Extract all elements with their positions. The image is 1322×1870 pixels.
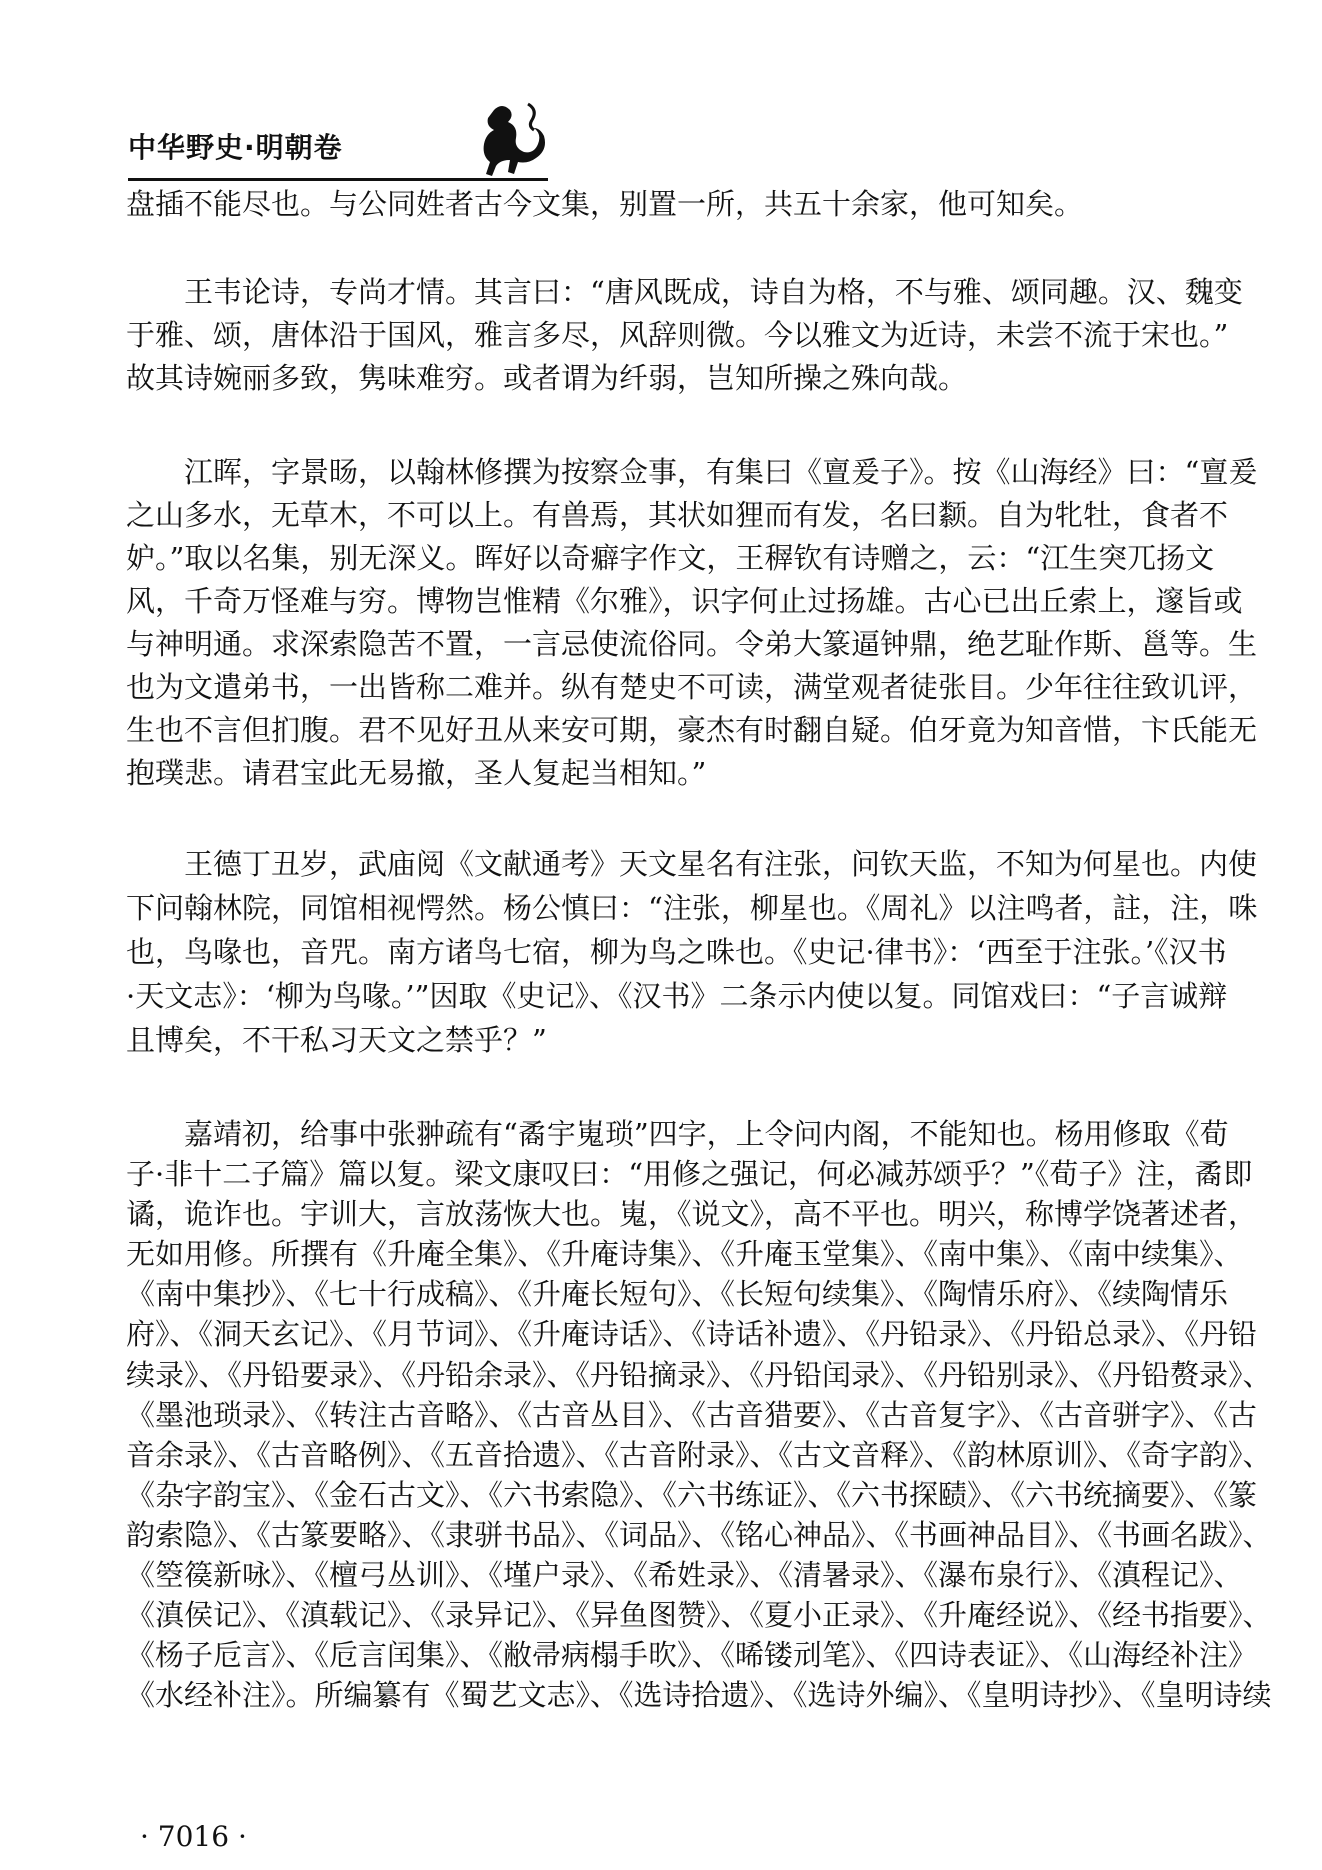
text-line: 《杂字韵宝》、《金石古文》、《六书索隐》、《六书练证》、《六书探赜》、《六书统摘要》、《篆 (126, 1477, 1258, 1512)
text-line: 江晖，字景旸，以翰林修撰为按察佥事，有集曰《亶爰子》。按《山海经》曰：“亶爰 (184, 454, 1258, 489)
text-line: 《墨池琐录》、《转注古音略》、《古音丛目》、《古音猎要》、《古音复字》、《古音骈字》、《古 (126, 1397, 1258, 1432)
text-line: 《杨子卮言》、《卮言闰集》、《敝帚病榻手欥》、《晞镂刓笔》、《四诗表证》、《山海经补注》 (126, 1638, 1258, 1673)
page-number: · 7016 · (140, 1820, 247, 1853)
text-line: 无如用修。所撰有《升庵全集》、《升庵诗集》、《升庵玉堂集》、《南中集》、《南中续集》、 (126, 1237, 1243, 1272)
text-line: 故其诗婉丽多致，隽味难穷。或者谓为纤弱，岂知所操之殊向哉。 (126, 360, 968, 395)
paragraph (126, 1114, 1272, 1715)
text-line: ·天文志》：‘柳为鸟喙。’”因取《史记》、《汉书》二条示内使以复。同馆戏曰：“子言诚辩 (126, 979, 1228, 1013)
header-rule (128, 178, 548, 181)
text-line: 音余录》、《古音略例》、《五音拾遗》、《古音附录》、《古文音释》、《韵林原训》、《奇字韵》、 (126, 1437, 1272, 1472)
text-line: 王韦论诗，专尚才情。其言曰：“唐风既成，诗自为格，不与雅、颂同趣。汉、魏变 (184, 274, 1243, 309)
text-line: 风，千奇万怪难与穷。博物岂惟精《尔雅》，识字何止过扬雄。古心已出丘索上，邃旨或 (126, 583, 1243, 618)
text-line: 生也不言但扪腹。君不见好丑从来安可期，豪杰有时翻自疑。伯牙竟为知音惜，卞氏能无 (126, 712, 1258, 747)
text-line: 之山多水，无草木，不可以上。有兽焉，其状如狸而有发，名曰颣。自为牝牡，食者不 (126, 497, 1229, 532)
text-line: 府》、《洞天玄记》、《月节词》、《升庵诗话》、《诗话补遗》、《丹铅录》、《丹铅总录》、《丹铅 (126, 1317, 1258, 1352)
text-line: 《南中集抄》、《七十行成稿》、《升庵长短句》、《长短句续集》、《陶情乐府》、《续陶情乐 (126, 1277, 1229, 1312)
text-line: 盘插不能尽也。与公同姓者古今文集，别置一所，共五十余家，他可知矣。 (126, 187, 1084, 221)
paragraph (126, 842, 1258, 1062)
text-line: 于雅、颂，唐体沿于国风，雅言多尽，风辞则微。今以雅文为近诗，未尝不流于宋也。” (126, 317, 1229, 352)
paragraph (126, 271, 1243, 400)
book-title: 中华野史·明朝卷 (128, 131, 343, 164)
text-line: 《水经补注》。所编纂有《蜀艺文志》、《选诗拾遗》、《选诗外编》、《皇明诗抄》、《皇明诗续 (126, 1678, 1272, 1713)
text-line: 下问翰林院，同馆相视愕然。杨公慎曰：“注张，柳星也。《周礼》以注鸣者，註，注，咮 (126, 891, 1258, 925)
text-line: 也，鸟喙也，音咒。南方诸鸟七宿，柳为鸟之咮也。《史记·律书》：‘西至于注张。’《汉书 (126, 935, 1227, 969)
paragraph (126, 182, 1212, 226)
paragraph (126, 451, 1258, 795)
dragon-logo-icon (474, 100, 548, 182)
text-line: 《滇侯记》、《滇载记》、《录异记》、《异鱼图赞》、《夏小正录》、《升庵经说》、《经书指要》、 (126, 1598, 1272, 1633)
text-line: 嘉靖初，给事中张翀疏有“矞宇嵬琐”四字，上令问内阁，不能知也。杨用修取《荀 (184, 1116, 1229, 1151)
text-line: 妒。”取以名集，别无深义。晖好以奇癖字作文，王稺钦有诗赠之，云：“江生突兀扬文 (126, 540, 1215, 575)
text-line: 韵索隐》、《古篆要略》、《隶骈书品》、《词品》、《铭心神品》、《书画神品目》、《书画名跋》、 (126, 1517, 1272, 1552)
text-line: 抱璞悲。请君宝此无易撤，圣人复起当相知。” (126, 755, 707, 790)
text-line: 且博矣，不干私习天文之禁乎？” (126, 1023, 547, 1057)
text-line: 子·非十二子篇》篇以复。梁文康叹曰：“用修之强记，何必减苏颂乎？”《荀子》注，矞即 (126, 1157, 1253, 1192)
text-line: 续录》、《丹铅要录》、《丹铅余录》、《丹铅摘录》、《丹铅闰录》、《丹铅别录》、《丹铅赘录》、 (126, 1357, 1272, 1392)
text-line: 王德丁丑岁，武庙阅《文献通考》天文星名有注张，问钦天监，不知为何星也。内使 (184, 847, 1258, 881)
text-line: 谲，诡诈也。宇训大，言放荡恢大也。嵬，《说文》，高不平也。明兴，称博学饶著述者， (126, 1197, 1258, 1232)
text-line: 也为文遣弟书，一出皆称二难并。纵有楚史不可读，满堂观者徒张目。少年往往致讥评， (126, 669, 1258, 704)
text-line: 与神明通。求深索隐苦不置，一言忌使流俗同。令弟大篆逼钟鼎，绝艺耻作斯、邕等。生 (126, 626, 1258, 661)
text-line: 《箜篌新咏》、《檀弓丛训》、《墐户录》、《希姓录》、《清暑录》、《瀑布泉行》、《滇程记》、 (126, 1557, 1243, 1592)
